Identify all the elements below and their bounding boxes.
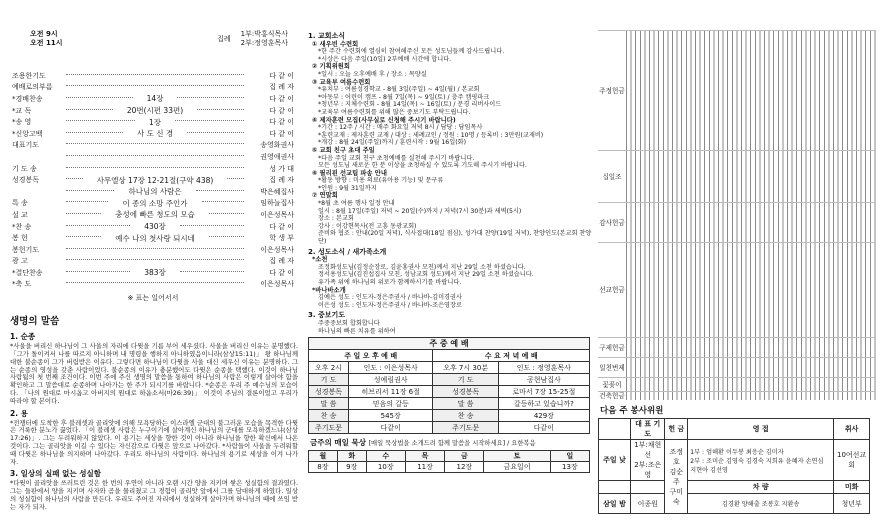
announcement-heading: 1. 교회소식 xyxy=(308,32,346,40)
offering-category: 십일조 xyxy=(602,172,622,181)
order-row xyxy=(8,174,298,186)
offering-category-row xyxy=(598,337,876,357)
order-item: 광 고 xyxy=(12,257,28,266)
announcement-heading: 3. 중보기도 xyxy=(308,311,346,320)
offering-category: 주정헌금 xyxy=(599,86,625,95)
leader-first: 1부:박홍식목사 xyxy=(240,30,288,38)
daily-chapter: 8장 xyxy=(309,462,338,473)
wednesday-evening-header: 수 요 저 녁 예 배 xyxy=(433,350,590,362)
offering-column xyxy=(598,30,876,520)
order-content: 이 종의 소망 주인가 xyxy=(122,198,188,208)
donor-names-block xyxy=(626,31,876,150)
order-item: 설 교 xyxy=(12,210,28,219)
daily-chapter: 13장 xyxy=(550,462,589,473)
announcement-line: *인원 : 9월 31일까지 xyxy=(318,184,377,192)
offering-category: 일천번제 xyxy=(599,363,625,372)
announcement-line: 유가족 위에 하나님의 위로가 함께하시기를 바랍니다. xyxy=(318,279,462,286)
donor-names-block xyxy=(626,392,876,400)
daily-day: 월 xyxy=(309,451,338,462)
order-leader: 집 례 자 xyxy=(269,176,294,185)
order-item: 특 송 xyxy=(12,199,28,208)
order-row xyxy=(8,163,298,175)
order-note: ※ 표는 일어서서 xyxy=(127,294,179,303)
announcement-line: 장소 : 본교회 xyxy=(318,215,354,223)
offering-category-row xyxy=(598,357,876,377)
order-row xyxy=(8,70,298,82)
daily-day: 금 xyxy=(445,451,484,462)
daily-chapter: 금요일이 xyxy=(484,462,550,473)
daily-day: 토 xyxy=(484,451,550,462)
offering-category: 건축헌금 xyxy=(599,392,625,400)
order-item: 예배로의부름 xyxy=(12,83,53,92)
announcement-subheading: ① 새우빈 수련회 xyxy=(312,40,359,48)
weekly-worship-table: 주 중 예 배 주 일 오 후 예 배 수 요 저 녁 예 배 오후 2시 인도 : 이은성목사 오후 7시 30분 인도 : 정영훈목사 기 도 성예림권사 기 도 공현남집사 성경봉독 히브리서 11장 6절 성경봉독 로마서 7장 15-25절 말 씀 믿음의 갈등 말 씀 갈등하고 있습니까? 찬 송 545장 찬 송 429장 주기도문 다같이 주기도문 다같이 xyxy=(308,337,590,434)
weekly-worship-title: 주 중 예 배 xyxy=(309,338,590,350)
order-leader: 이은성목사 xyxy=(260,245,294,254)
order-item: 봉헌기도 xyxy=(12,245,40,254)
order-row xyxy=(8,151,298,163)
order-leader: 집 례 자 xyxy=(269,257,294,266)
sermon-heading: 3. 일상의 실패 없는 성실함 xyxy=(10,469,101,479)
order-leader: 학 생 부 xyxy=(269,234,295,243)
order-item: *결단찬송 xyxy=(12,268,43,277)
order-row xyxy=(8,256,298,268)
announcement-line: *시상은 다음 주일(10일) 2부예배 시간에 합니다. xyxy=(318,55,452,63)
order-row xyxy=(8,128,298,140)
announcement-subheading: ⑦ 연말회 xyxy=(312,192,338,200)
weekly-worship-row: 찬 송 545장 찬 송 429장 xyxy=(309,410,590,422)
donor-names-block xyxy=(626,151,876,202)
order-row xyxy=(8,279,298,291)
sermon-heading: 1. 순종 xyxy=(10,332,36,342)
order-row xyxy=(8,186,298,198)
daily-day: 수 xyxy=(366,451,405,462)
donor-names-block xyxy=(626,338,876,357)
order-row xyxy=(8,93,298,105)
weekly-worship-row: 성경봉독 히브리서 11장 6절 성경봉독 로마서 7장 15-25절 xyxy=(309,386,590,398)
sermon-heading: 2. 용 xyxy=(10,408,28,418)
leader-second: 2부:정영훈목사 xyxy=(240,39,288,47)
order-leader: 다 같 이 xyxy=(269,106,294,115)
order-content: 1장 xyxy=(148,117,162,127)
order-item: 기 도 송 xyxy=(12,164,37,173)
order-row xyxy=(8,221,298,233)
order-row xyxy=(8,267,298,279)
announcement-line: 하나님의 빠른 치유를 위하여 xyxy=(318,327,396,335)
weekly-worship-row: 주기도문 다같이 주기도문 다같이 xyxy=(309,422,590,434)
announcement-line: *유치부 : 여름성경학교 - 8월 3일(주일) ~ 4일(월) / 본교회 xyxy=(318,86,480,94)
sunday-afternoon-header: 주 일 오 후 예 배 xyxy=(309,350,433,362)
donor-names-block xyxy=(626,358,876,377)
announcement-line: 강사 : 이강현목사(전 고흥 동광교회) xyxy=(318,222,417,230)
duty-title: 다음 주 봉사위원 xyxy=(600,406,664,416)
order-leader: 이은성목사 xyxy=(260,280,294,289)
order-leader: 송영화권사 xyxy=(260,141,294,150)
order-item: 조용한기도 xyxy=(12,71,46,80)
order-leader: 집 례 자 xyxy=(269,83,294,92)
order-content: 383장 xyxy=(144,268,166,278)
announcement-line: *활동 방향 : 미용 의료(유아용 기능) 및 문구류 xyxy=(318,177,444,185)
order-leader: 박은혜집사 xyxy=(260,187,295,196)
order-content: 14장 xyxy=(146,94,164,104)
sermon-section xyxy=(8,313,298,511)
announcement-line: 일시 : 8월 17일(주일) 저녁 ~ 20일(수)까지 / 저녁(7시 30분)과 새벽(5시) xyxy=(318,207,522,215)
order-row xyxy=(8,232,298,244)
announcements-column xyxy=(308,30,593,520)
order-item: *송 영 xyxy=(12,118,32,127)
announcement-line: *한 주간 수련회에 열심히 참여해주신 모든 성도님들께 감사드립니다. xyxy=(318,48,505,56)
order-item: 성경봉독 xyxy=(12,176,40,185)
order-item: 봉 헌 xyxy=(12,234,28,243)
announcement-subheading: ⑤ 교회 친구 초대 주일 xyxy=(312,146,375,154)
offering-category: 감사헌금 xyxy=(599,218,625,227)
offering-category-row xyxy=(598,30,876,150)
order-row xyxy=(8,82,298,94)
order-item: 대표기도 xyxy=(12,141,40,150)
announcement-line: 주중중보회 합회합니다 xyxy=(318,319,380,327)
announcement-line: *다음 주일 교회 친구 초청예배를 실천해 주시기 바랍니다. xyxy=(318,154,475,162)
weekly-worship-row: 말 씀 믿음의 갈등 말 씀 갈등하고 있습니까? xyxy=(309,398,590,410)
sermon-title: 생명의 말씀 xyxy=(10,316,60,328)
offering-category: 꽃꽂이 xyxy=(602,380,622,389)
announcement-line: 준비와 협조 : 안내(20일 저녁), 식사접대(18일 점심), 성가대 찬양(19일 저녁), 찬양인도(본교회 찬양단) xyxy=(318,230,592,246)
announcements xyxy=(308,32,593,335)
order-item: *신앙고백 xyxy=(12,129,43,138)
order-row xyxy=(8,198,298,210)
daily-chapter: 11장 xyxy=(405,462,444,473)
offering-category-row xyxy=(598,391,876,400)
offering-category-row xyxy=(598,150,876,202)
announcement-line: 김예은 성도 : 인도자-정은주권사 / 바나바-김미경권사 xyxy=(318,294,462,302)
offering-category: 구제헌금 xyxy=(599,343,625,352)
order-row xyxy=(8,209,298,221)
announcement-line: *교육부 여름수련회를 위해 많은 중보기도 부탁드립니다. xyxy=(318,108,471,116)
announcement-line: *훈련교재 : 제자훈련 교재 / 대상 : 세례교인 / 정원 : 10명 / 등록비 : 3만원(교재비) xyxy=(318,131,544,139)
order-row xyxy=(8,105,298,117)
sermon-paragraph: *전쟁터에 도착한 후 블레셋과 골리앗에 의해 모욕당하는 이스라엘 군대의 불그러운 모습을 목격한 다윗은 거룩한 분노가 끓었다. 「이 블레셋 사람은 누구이기에 살아계신 하나님의 군대를 모욕하겠느냐(삼상17:26)」. 그는 두려워하지 않았다. 이 용기는 세상을 향한 것이 아니라 하나님을 향한 확신에서 나온 것이다. 그는 골리앗을 이길 수 있다는 자신감으로 다윗은 앞으로 나아갔다. *사람들이 사울을 두려워할 때 다윗은 하나님을 의지하며 나아갔다. 우리도 하나님의 사람이다. 하나님의 용기로 세상을 이겨 나가자. xyxy=(10,418,298,466)
order-content: 사무엘상 17장 12-21절(구약 438) xyxy=(96,175,214,185)
announcement-line: 이은성 성도 : 인도자-정은주권사 / 바나바-조은영장로 xyxy=(318,301,462,309)
offering-category-row xyxy=(598,377,876,391)
worship-order-list xyxy=(8,70,298,290)
order-leader: 다 같 이 xyxy=(269,71,294,80)
order-content: 430장 xyxy=(144,222,166,232)
offering-category-row xyxy=(598,202,876,242)
order-row xyxy=(8,116,298,128)
announcement-subheading: *소천 xyxy=(312,256,328,264)
donor-names-block xyxy=(626,243,876,337)
order-leader: 다 같 이 xyxy=(269,222,294,231)
order-content: 충성에 빠른 청도의 모습 xyxy=(115,210,195,220)
service-header xyxy=(30,30,288,48)
sermon-paragraph: *다윗이 골리앗을 쓰러트린 것은 한 번의 우연이 아니라 오랜 시간 양을 지키며 쌓은 성실함의 결과였다. 그는 들판에서 양을 지키며 사자와 곰을 물리쳤고 그 경험이 골리앗 앞에서 그를 담대하게 하였다. 일상의 성실함이 하나님의 사람을 만든다. 우리도 주어진 자리에서 성실하게 살아가며 하나님의 때에 쓰임 받는 자가 되자. xyxy=(10,479,298,511)
announcement-line: *청년부 : 지체수련회 - 8월 14일(목) ~ 16일(토) / 문경 리버사이드 xyxy=(318,101,502,109)
announcement-subheading: ④ 제자훈련 모집(사무실로 신청해 주시기 바랍니다) xyxy=(312,116,456,124)
leader-label: 집례 xyxy=(217,34,231,43)
order-item: *찬 송 xyxy=(12,222,32,231)
order-row xyxy=(8,244,298,256)
announcement-line: 모든 성도님 새로운 한 분 이상을 초청하실 수 있도록 기도해 주시기 바랍니다. xyxy=(318,162,527,170)
order-content: 사 도 신 경 xyxy=(136,129,174,139)
weekly-worship-row: 기 도 성예림권사 기 도 공현남집사 xyxy=(309,374,590,386)
announcement-line: *기간 : 12주 / 시간 : 매주 화요일 저녁 8시 / 담당 : 담임목사 xyxy=(318,124,483,132)
order-leader: 다 같 이 xyxy=(269,268,294,277)
donor-names-block xyxy=(626,203,876,242)
order-leader: 임하늘집사 xyxy=(260,199,294,208)
order-leader: 다 같 이 xyxy=(269,129,295,138)
daily-reading-title: 금주의 매일 묵상 [매일 묵상법을 소개드려 함께 말씀을 시작하세요] / 요한복음 xyxy=(310,438,536,448)
order-item: *축 도 xyxy=(12,280,32,289)
order-leader: 성 가 대 xyxy=(269,164,294,173)
daily-day: 일 xyxy=(550,451,589,462)
sermon-paragraph: *사울을 버리신 하나님이 그 사울의 자리에 다윗을 기름 부어 세우셨다. 사울을 버리신 이유는 분명했다. 「그가 돌이켜서 나를 따르지 아니하며 내 명령을 행하지 아니하였음이니라(삼상15:11)」 왕 하나님께 대한 불순종이 그가 버림받은 이유다. 그렇다면 하나님이 다윗을 사울 대신 세우신 이유는 분명하다. 그는 순종의 영성을 갖춘 사람이었다. 불순종의 이유가 충분했어도 다윗은 순종을 택했다. 이것이 하나님 사람됨의 첫 번째 조건이다. 이번 주에 주신 생명의 말씀을 통하여 하나님의 사람은 이렇게 살아야 함을 확인하고 그 말씀대로 순종하며 나아가는 한 주가 되시기를 바랍니다. *순종은 우리 주 예수님의 모습이다. 「나의 원대로 마시옵고 아버지의 원대로 하옵소서(마26:39)」 이것이 주님의 결론이었고 우리가 따라야 할 본이다. xyxy=(10,342,298,405)
announcement-subheading: ⑥ 필리핀 선교팀 파송 안내 xyxy=(312,169,387,177)
announcement-line: 정서용성도님(김진섭집사 모친, 성남교회 성도)께서 지난 29일 소천 하셨습니다. xyxy=(318,271,534,279)
donor-names-block xyxy=(626,378,876,391)
order-of-service-column xyxy=(8,30,298,520)
daily-reading-table xyxy=(308,450,590,473)
announcement-heading: 2. 성도소식 / 새가족소개 xyxy=(308,247,387,256)
announcement-subheading: ③ 교육부 여름수련회 xyxy=(312,78,371,86)
order-content: 20번(시편 33편) xyxy=(126,106,184,116)
offering-category: 선교헌금 xyxy=(599,286,625,294)
announcement-line: *8월 초 여름 행사 일정 안내 xyxy=(318,200,395,208)
offering-list xyxy=(598,30,876,400)
announcement-line: *일시 : 오늘 오후예배 후 / 장소 : 목양실 xyxy=(318,70,427,78)
daily-chapter: 10장 xyxy=(366,462,405,473)
announcement-subheading: ② 기획위원회 xyxy=(312,63,350,71)
order-leader: 이은성목사 xyxy=(260,210,295,219)
announcement-line: *아동부 : 어린이 캠프 - 8월 7일(목) ~ 9일(토) / 충주 캠핑파크 xyxy=(318,93,490,101)
daily-day: 목 xyxy=(405,451,444,462)
duty-table: 대 표 기 도 헌 금 영 접 취사 주일 낮 1부:채현선 2부:조은영 조정호 김순주 구미숙 1부 : 엄해환 이두봉 최응순 김미자 2부 : 조미순 김영숙 김경숙 지희유 윤혜자 손연심 지현아 김선영 10여선교회 차 량 미화 삼일 밤 이종원 김경환 양해출 조봉호 지환송 청년부 xyxy=(598,418,870,514)
announcement-line: 조정화성도님(김정순장로, 김윤홍권사 모친)께서 지난 29일 소천 하셨습니다. xyxy=(318,263,526,271)
order-content: 하나님의 사람은 xyxy=(128,187,182,197)
order-content: 예수 나의 첫사랑 되시네 xyxy=(115,233,195,243)
order-leader: 다 같 이 xyxy=(269,94,295,103)
service-times: 오전 9시 오전 11시 xyxy=(30,30,63,47)
daily-chapter: 12장 xyxy=(445,462,484,473)
offering-category-row xyxy=(598,242,876,337)
announcement-subheading: *바나바소개 xyxy=(312,286,346,294)
order-leader: 권영애권사 xyxy=(260,152,294,161)
announcement-line: *개강 : 8월 24일(주일)까지 / 훈련시작 : 9월 16일(화) xyxy=(318,139,467,147)
daily-day: 화 xyxy=(337,451,366,462)
order-row xyxy=(8,140,298,152)
order-item: *교 독 xyxy=(12,106,32,115)
daily-chapter: 9장 xyxy=(337,462,366,473)
order-leader: 다 같 이 xyxy=(269,118,294,127)
order-item: *경배찬송 xyxy=(12,94,43,103)
